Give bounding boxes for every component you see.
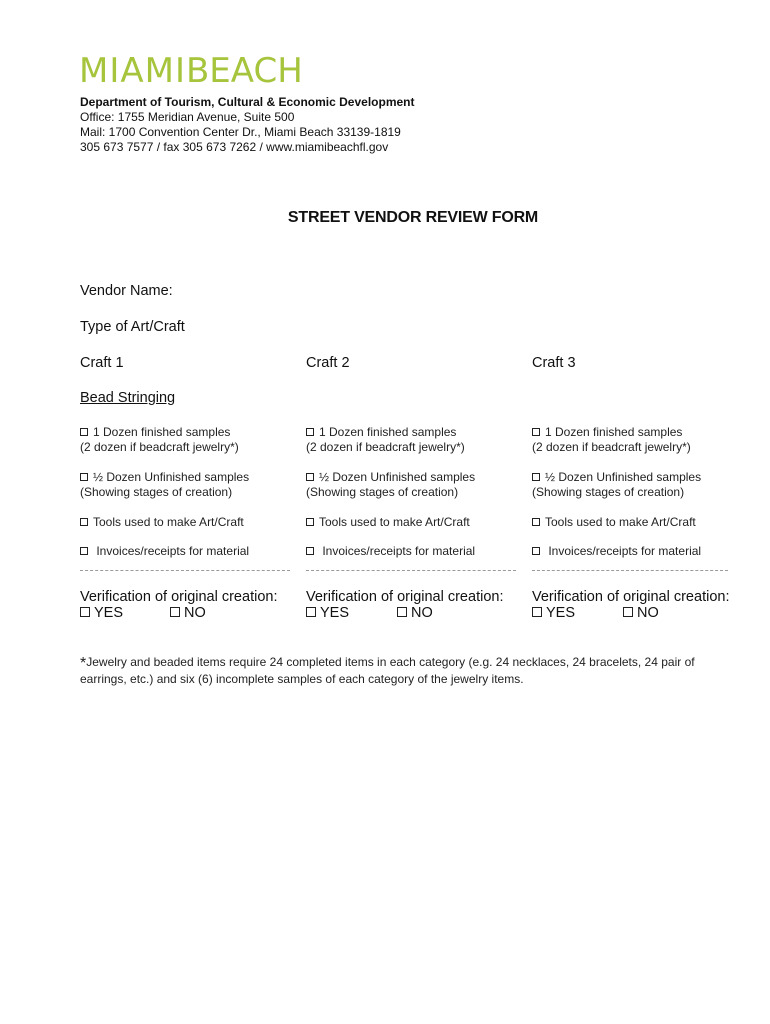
checkbox[interactable] — [532, 607, 542, 617]
craft-1-heading: Craft 1 — [80, 355, 124, 371]
office-address: Office: 1755 Meridian Avenue, Suite 500 — [80, 110, 295, 124]
craft-2-verification-label: Verification of original creation: — [306, 589, 504, 605]
checkbox[interactable] — [80, 518, 88, 526]
craft-1-finished-samples[interactable]: 1 Dozen finished samples — [80, 425, 230, 440]
checkbox[interactable] — [397, 607, 407, 617]
footnote-asterisk: * — [80, 655, 87, 672]
craft-2-finished-samples-note: (2 dozen if beadcraft jewelry*) — [306, 440, 465, 454]
craft-2-tools[interactable]: Tools used to make Art/Craft — [306, 515, 470, 530]
craft-3-unfinished-samples-note: (Showing stages of creation) — [532, 485, 685, 499]
craft-1-invoices[interactable]: Invoices/receipts for material — [80, 544, 249, 559]
checkbox[interactable] — [80, 473, 88, 481]
divider-line — [80, 570, 290, 571]
craft-1-verification-label: Verification of original creation: — [80, 589, 278, 605]
checkbox[interactable] — [306, 473, 314, 481]
checkbox[interactable] — [532, 547, 540, 555]
checkbox[interactable] — [306, 547, 314, 555]
craft-2-heading: Craft 2 — [306, 355, 350, 371]
checkbox[interactable] — [306, 428, 314, 436]
checkbox[interactable] — [623, 607, 633, 617]
craft-2-unfinished-samples[interactable]: ½ Dozen Unfinished samples — [306, 470, 475, 485]
craft-1-no-option[interactable]: NO — [170, 605, 206, 622]
form-title: STREET VENDOR REVIEW FORM — [287, 209, 539, 226]
footnote-line-2: earrings, etc.) and six (6) incomplete samples of each category of the jewelry items. — [80, 672, 524, 686]
craft-2-no-option[interactable]: NO — [397, 605, 433, 622]
craft-2-invoices[interactable]: Invoices/receipts for material — [306, 544, 475, 559]
craft-1-finished-samples-note: (2 dozen if beadcraft jewelry*) — [80, 440, 239, 454]
craft-3-finished-samples-note: (2 dozen if beadcraft jewelry*) — [532, 440, 691, 454]
craft-1-unfinished-samples[interactable]: ½ Dozen Unfinished samples — [80, 470, 249, 485]
footnote-line-1: *Jewelry and beaded items require 24 completed items in each category (e.g. 24 necklaces, 24 bracelets, 24 pair of — [80, 655, 695, 672]
checkbox[interactable] — [532, 518, 540, 526]
craft-1-tools[interactable]: Tools used to make Art/Craft — [80, 515, 244, 530]
checkbox[interactable] — [170, 607, 180, 617]
craft-1-unfinished-samples-note: (Showing stages of creation) — [80, 485, 233, 499]
divider-line — [306, 570, 516, 571]
craft-3-no-option[interactable]: NO — [623, 605, 659, 622]
logo-beach: BEACH — [185, 51, 303, 91]
craft-2-unfinished-samples-note: (Showing stages of creation) — [306, 485, 459, 499]
checkbox[interactable] — [532, 428, 540, 436]
vendor-name-label: Vendor Name: — [80, 283, 173, 299]
miami-beach-logo — [79, 53, 303, 89]
craft-2-yes-option[interactable]: YES — [306, 605, 349, 622]
checkbox[interactable] — [306, 607, 316, 617]
craft-3-yes-option[interactable]: YES — [532, 605, 575, 622]
divider-line — [532, 570, 728, 571]
craft-1-yes-option[interactable]: YES — [80, 605, 123, 622]
craft-2-finished-samples[interactable]: 1 Dozen finished samples — [306, 425, 456, 440]
checkbox[interactable] — [80, 607, 90, 617]
logo-miami: MIAMI — [79, 51, 186, 91]
craft-3-finished-samples[interactable]: 1 Dozen finished samples — [532, 425, 682, 440]
craft-3-invoices[interactable]: Invoices/receipts for material — [532, 544, 701, 559]
craft-3-verification-label: Verification of original creation: — [532, 589, 730, 605]
category-bead-stringing: Bead Stringing — [80, 390, 176, 406]
checkbox[interactable] — [80, 547, 88, 555]
craft-3-unfinished-samples[interactable]: ½ Dozen Unfinished samples — [532, 470, 701, 485]
checkbox[interactable] — [80, 428, 88, 436]
checkbox[interactable] — [532, 473, 540, 481]
checkbox[interactable] — [306, 518, 314, 526]
mail-address: Mail: 1700 Convention Center Dr., Miami Beach 33139-1819 — [80, 125, 401, 139]
department-name: Department of Tourism, Cultural & Economic Development — [80, 95, 415, 109]
type-of-craft-label: Type of Art/Craft — [80, 319, 185, 335]
craft-3-tools[interactable]: Tools used to make Art/Craft — [532, 515, 696, 530]
craft-3-heading: Craft 3 — [532, 355, 576, 371]
contact-line: 305 673 7577 / fax 305 673 7262 / www.miamibeachfl.gov — [80, 140, 389, 154]
